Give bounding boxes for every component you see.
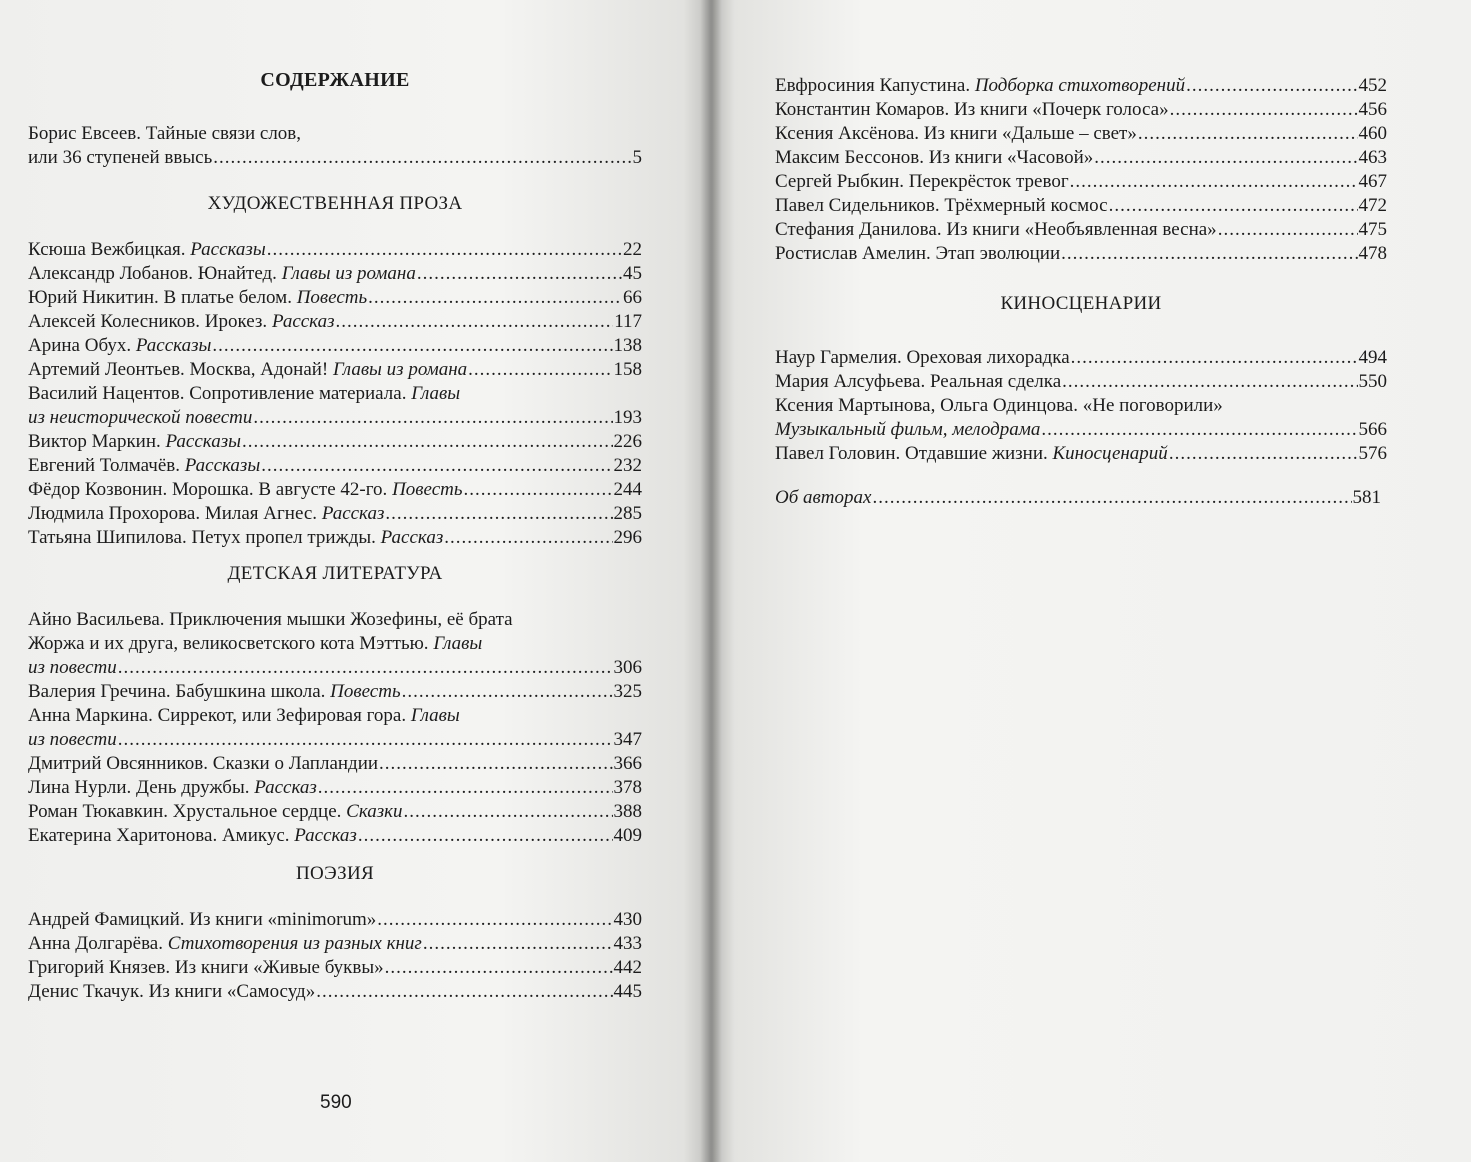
toc-entry: Максим Бессонов. Из книги «Часовой» ..... 463 <box>775 146 1387 170</box>
section-heading: ПОЭЗИЯ <box>296 863 374 884</box>
toc-entry: Музыкальный фильм, мелодрама ..... 566 <box>775 418 1387 442</box>
toc-entry: Евфросиния Капустина. Подборка стихотворений ..... 452 <box>775 74 1387 98</box>
toc-entry: Григорий Князев. Из книги «Живые буквы» ..... 442 <box>28 956 642 980</box>
page-title: СОДЕРЖАНИЕ <box>260 69 410 91</box>
toc-entry-line: Борис Евсеев. Тайные связи слов, <box>28 123 302 144</box>
toc-entry-line: Василий Нацентов. Сопротивление материала. Главы <box>28 383 461 404</box>
toc-entry-text: или 36 ступеней ввысь <box>28 147 213 168</box>
toc-entry: Екатерина Харитонова. Амикус. Рассказ ..... 409 <box>28 824 642 848</box>
section-heading: ДЕТСКАЯ ЛИТЕРАТУРА <box>227 563 443 584</box>
toc-entry: из повести ..... 306 <box>28 656 642 680</box>
toc-entry: Андрей Фамицкий. Из книги «minimorum» ..... 430 <box>28 908 642 932</box>
toc-entry: Александр Лобанов. Юнайтед. Главы из романа ..... 45 <box>28 262 642 286</box>
toc-entry: Константин Комаров. Из книги «Почерк голоса» ..... 456 <box>775 98 1387 122</box>
toc-entry: Павел Сидельников. Трёхмерный космос ..... 472 <box>775 194 1387 218</box>
toc-entry-line: Жоржа и их друга, великосветского кота Мэттью. Главы <box>28 633 483 654</box>
toc-entry: Лина Нурли. День дружбы. Рассказ ..... 378 <box>28 776 642 800</box>
toc-entry: Ростислав Амелин. Этап эволюции ..... 478 <box>775 242 1387 266</box>
toc-entry: Мария Алсуфьева. Реальная сделка ..... 550 <box>775 370 1387 394</box>
section-heading: КИНОСЦЕНАРИИ <box>1000 293 1162 314</box>
toc-entry: Ксения Аксёнова. Из книги «Дальше – свет» ..... 460 <box>775 122 1387 146</box>
toc-entry: Евгений Толмачёв. Рассказы ..... 232 <box>28 454 642 478</box>
toc-entry-line: Ксения Мартынова, Ольга Одинцова. «Не поговорили» <box>775 395 1223 416</box>
toc-entry: Арина Обух. Рассказы ..... 138 <box>28 334 642 358</box>
toc-entry: Валерия Гречина. Бабушкина школа. Повесть ..... 325 <box>28 680 642 704</box>
toc-entry-about-authors: Об авторах ..... 581 <box>775 486 1387 510</box>
toc-leader-dots <box>213 146 631 170</box>
toc-entry: Сергей Рыбкин. Перекрёсток тревог ..... 467 <box>775 170 1387 194</box>
toc-entry: Анна Долгарёва. Стихотворения из разных книг ..... 433 <box>28 932 642 956</box>
section-heading: ХУДОЖЕСТВЕННАЯ ПРОЗА <box>207 193 463 214</box>
toc-entry: Роман Тюкавкин. Хрустальное сердце. Сказки ..... 388 <box>28 800 642 824</box>
page-number: 590 <box>320 1092 352 1113</box>
book-gutter <box>700 0 722 1162</box>
toc-left-column <box>28 68 642 1004</box>
toc-entry: Фёдор Козвонин. Морошка. В августе 42-го. Повесть ..... 244 <box>28 478 642 502</box>
toc-entry: из неисторической повести ..... 193 <box>28 406 642 430</box>
toc-entry: Наур Гармелия. Ореховая лихорадка ..... 494 <box>775 346 1387 370</box>
toc-entry <box>28 146 642 170</box>
toc-entry: Людмила Прохорова. Милая Агнес. Рассказ ..... 285 <box>28 502 642 526</box>
toc-page-number: 5 <box>632 147 642 168</box>
toc-entry: Юрий Никитин. В платье белом. Повесть ..... 66 <box>28 286 642 310</box>
toc-entry: Ксюша Вежбицкая. Рассказы ..... 22 <box>28 238 642 262</box>
toc-entry: Виктор Маркин. Рассказы ..... 226 <box>28 430 642 454</box>
toc-entry: Алексей Колесников. Ирокез. Рассказ ..... 117 <box>28 310 642 334</box>
toc-entry: Артемий Леонтьев. Москва, Адонай! Главы из романа ..... 158 <box>28 358 642 382</box>
toc-entry-line: Айно Васильева. Приключения мышки Жозефины, её брата <box>28 609 513 630</box>
toc-right-column <box>775 74 1387 510</box>
toc-entry: из повести ..... 347 <box>28 728 642 752</box>
toc-entry: Дмитрий Овсянников. Сказки о Лапландии ..... 366 <box>28 752 642 776</box>
toc-entry: Стефания Данилова. Из книги «Необъявленная весна» ..... 475 <box>775 218 1387 242</box>
toc-entry: Денис Ткачук. Из книги «Самосуд» ..... 445 <box>28 980 642 1004</box>
toc-entry: Павел Головин. Отдавшие жизни. Киносценарий ..... 576 <box>775 442 1387 466</box>
toc-entry-line: Анна Маркина. Сиррекот, или Зефировая гора. Главы <box>28 705 460 726</box>
toc-entry: Татьяна Шипилова. Петух пропел трижды. Рассказ ..... 296 <box>28 526 642 550</box>
